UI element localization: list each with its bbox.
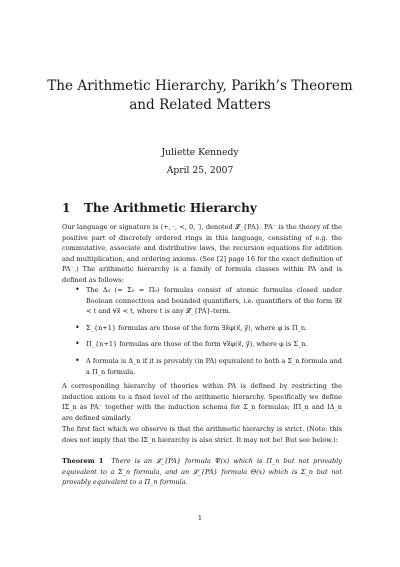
section-heading	[62, 201, 257, 215]
list-item: • Σ_{n+1} formulas are those of the form ∃x⃗φ(x⃗, y⃗), where φ is Π_n.	[75, 323, 342, 334]
theorem-block	[62, 456, 342, 488]
theorem-text: There is an 𝓛_{PA} formula Ψ(x) which is Π_n but not provably equivalent to a Σ_n formula, and an 𝓛_{PA} formula Θ(x) which is Σ_n but not provably equivalent to a Π_n formula.	[62, 457, 342, 487]
theorem-label: Theorem 1	[62, 457, 104, 465]
hierarchy-paragraph: A corresponding hierarchy of theories within PA is defined by restricting the induction axiom to a fixed level of the arithmetic hierarchy. Specifically we define IΣ_n as PA⁻ together with the induction schema for Σ_n formulas; IΠ_n and IΔ_n are defined similarly.	[62, 382, 342, 422]
page-number: 1	[197, 514, 203, 522]
definition-list	[75, 285, 342, 383]
list-item: • The Δ₀ (= Σ₀ = Π₀) formulas consist of atomic formulas closed under Boolean connectives and bounded quantifiers, i.e. quantifiers of the form ∃x⃗ < t and ∀x⃗ < t, where t is any 𝓛_{PA}-term.	[75, 285, 342, 317]
intro-paragraph: Our language or signature is ⟨+, ·, <, 0, ′⟩, denoted 𝓛_{PA}. PA⁻ is the theory of the positive part of discretely ordered rings in this language, consisting of e.g. the commutative, associate and distributive laws, the recursion equations for addition and multiplication, and ordering axioms. (See [2] page 16 for the exact definition of PA⁻.) The arithmetic hierarchy is a family of formula classes within PA and is defined as follows:	[62, 223, 342, 284]
author-name: Juliette Kennedy	[161, 147, 239, 158]
paper-date: April 25, 2007	[166, 165, 234, 176]
section-title: The Arithmetic Hierarchy	[84, 201, 257, 215]
section-number: 1	[62, 201, 71, 215]
list-item: • A formula is Δ_n if it is provably (in PA) equivalent to both a Σ_n formula and a Π_n formula.	[75, 356, 342, 377]
list-item: • Π_{n+1} formulas are those of the form ∀x⃗φ(x⃗, y⃗), where φ is Σ_n.	[75, 339, 342, 350]
paper-title: The Arithmetic Hierarchy, Parikh’s Theorem and Related Matters	[47, 78, 353, 113]
strictness-paragraph: The first fact which we observe is that the arithmetic hierarchy is strict. (Note: this does not imply that the IΣ_n hierarchy is also strict. It may not be! But see below.):	[62, 425, 342, 444]
